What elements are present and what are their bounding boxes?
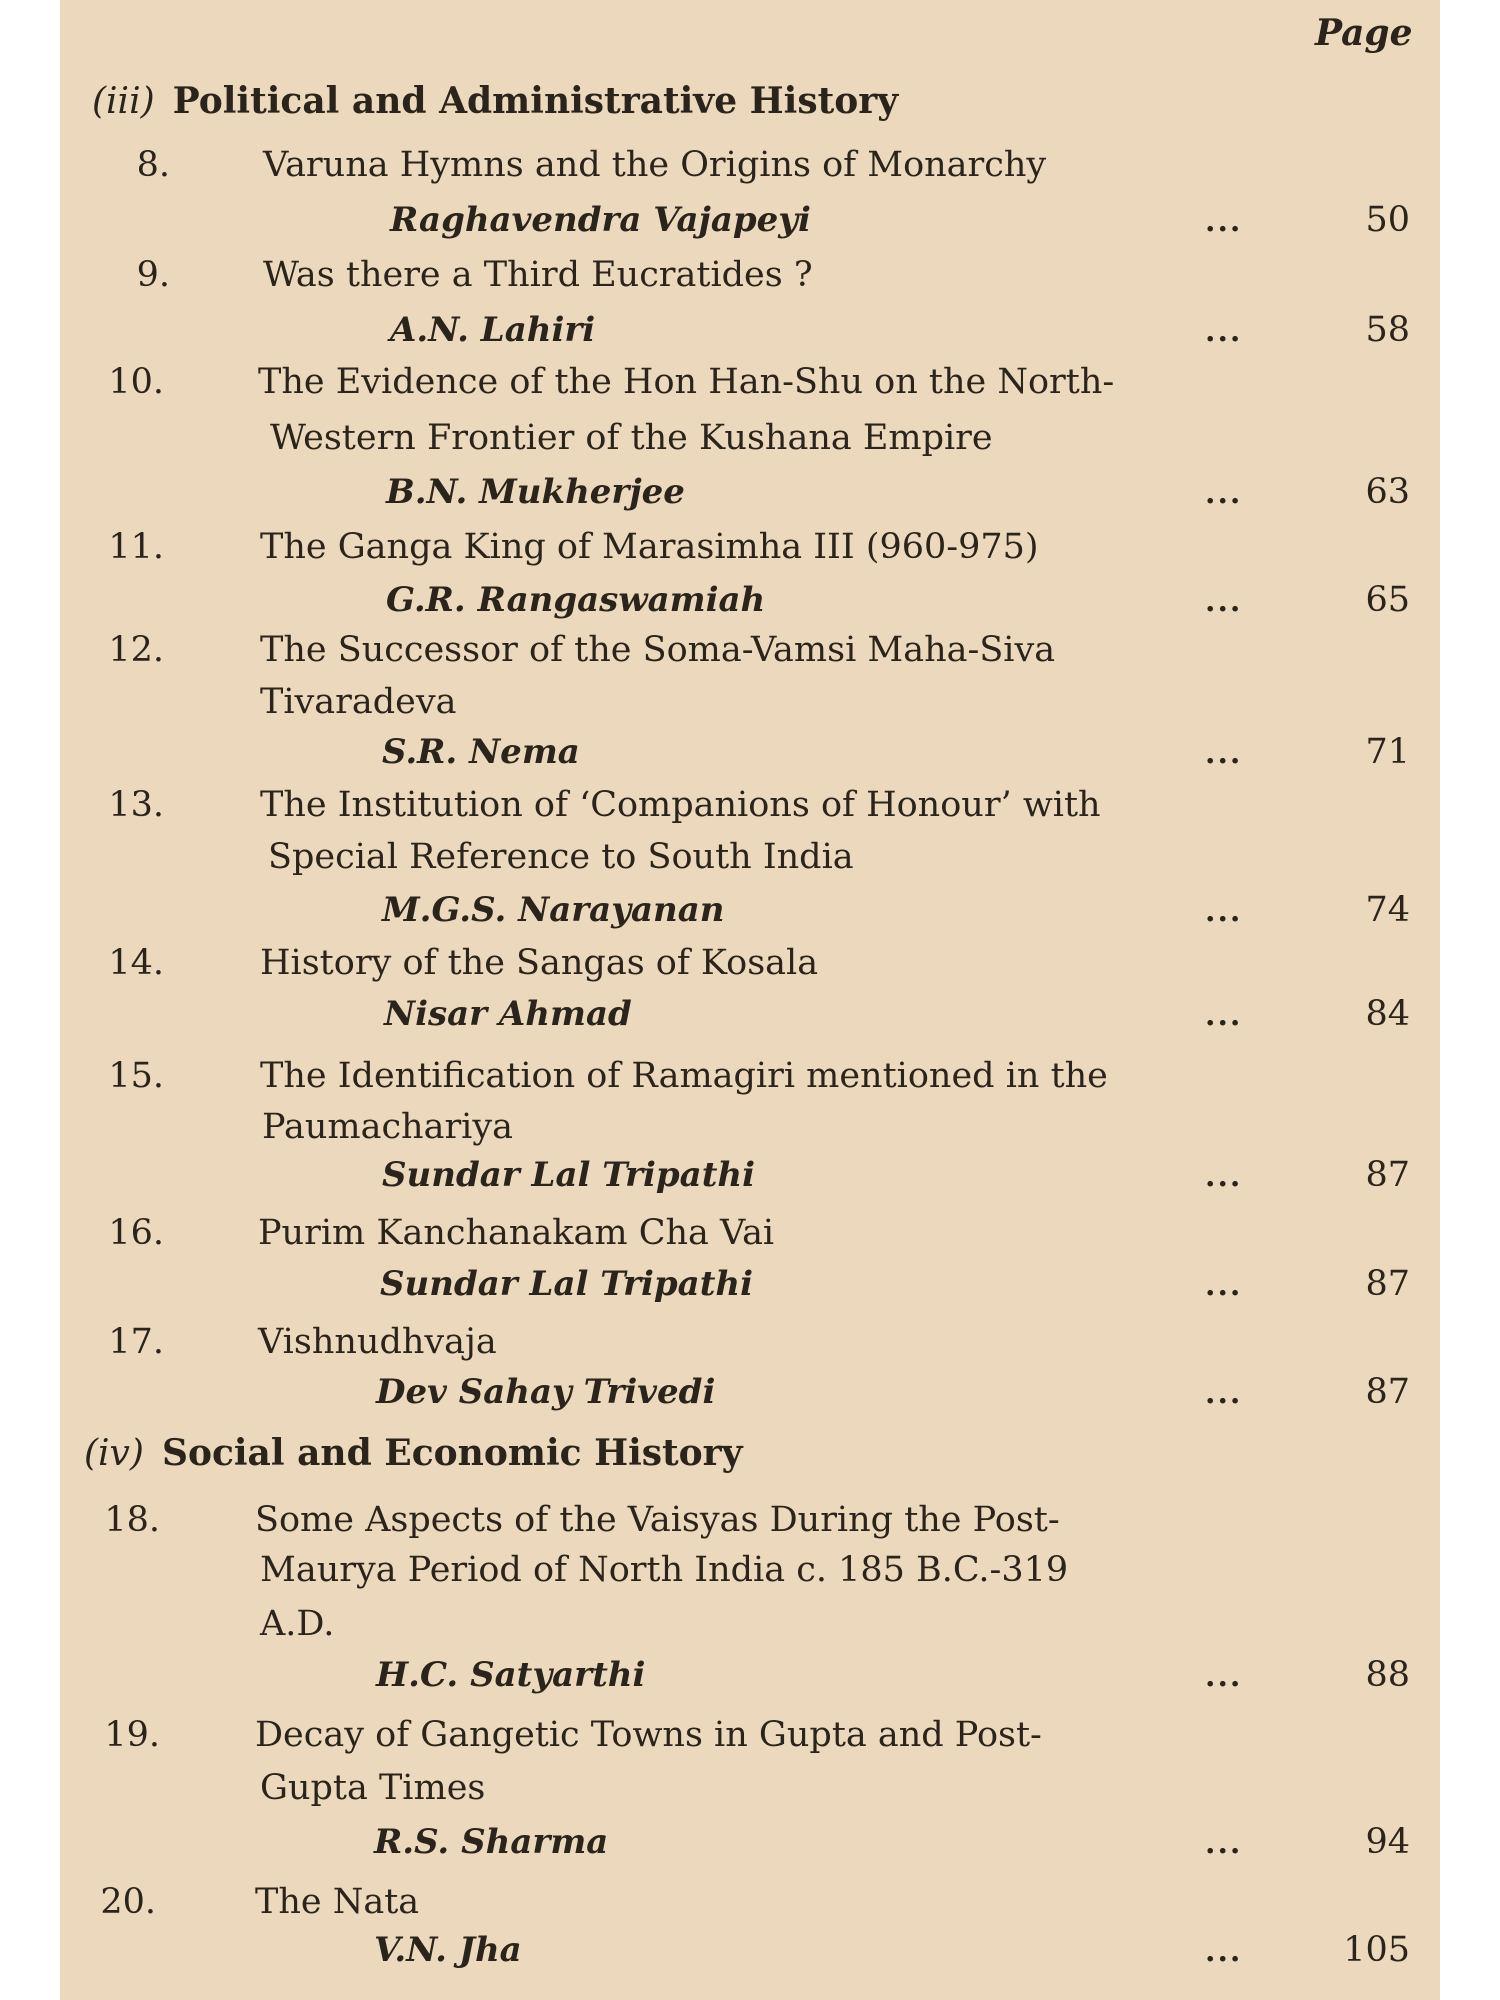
entry-page-number: 58 xyxy=(1365,310,1410,350)
leader-dots: ... xyxy=(1205,998,1243,1033)
entry-page-number: 88 xyxy=(1365,1655,1410,1695)
entry-page-number: 71 xyxy=(1365,732,1410,772)
section-number: (iii) xyxy=(92,81,155,122)
entry-author: R.S. Sharma xyxy=(374,1822,609,1862)
entry-page-number: 65 xyxy=(1365,580,1410,620)
entry-author: V.N. Jha xyxy=(374,1930,522,1970)
entry-number: 17. xyxy=(108,1322,164,1362)
entry-number: 19. xyxy=(104,1715,160,1755)
entry-page-number: 105 xyxy=(1343,1930,1410,1970)
entry-page-number: 63 xyxy=(1365,472,1410,512)
entry-title-line: The Ganga King of Marasimha III (960-975) xyxy=(260,527,1039,567)
leader-dots: ... xyxy=(1205,1934,1243,1969)
entry-title-line: Paumachariya xyxy=(262,1107,514,1147)
entry-title-line: The Identification of Ramagiri mentioned in the xyxy=(260,1056,1108,1096)
entry-author: S.R. Nema xyxy=(382,732,580,772)
entry-author: G.R. Rangaswamiah xyxy=(386,580,766,620)
entry-author: M.G.S. Narayanan xyxy=(382,890,725,930)
section-number: (iv) xyxy=(84,1433,144,1474)
entry-number: 16. xyxy=(108,1213,164,1253)
section-title: Political and Administrative History xyxy=(172,80,899,122)
page-column-header: Page xyxy=(1315,12,1413,54)
entry-author: Dev Sahay Trivedi xyxy=(376,1372,716,1412)
entry-author: A.N. Lahiri xyxy=(390,310,596,350)
entry-title-line: Purim Kanchanakam Cha Vai xyxy=(258,1213,775,1253)
entry-number: 15. xyxy=(108,1056,164,1096)
entry-title-line: The Successor of the Soma-Vamsi Maha-Siva xyxy=(260,630,1056,670)
entry-author: Raghavendra Vajapeyi xyxy=(390,200,811,240)
leader-dots: ... xyxy=(1205,1376,1243,1411)
entry-number: 8. xyxy=(136,145,170,185)
entry-title-line: Gupta Times xyxy=(260,1768,486,1808)
entry-author: H.C. Satyarthi xyxy=(376,1655,646,1695)
entry-number: 18. xyxy=(104,1500,160,1540)
entry-title-line: Some Aspects of the Vaisyas During the Post- xyxy=(255,1500,1060,1540)
entry-page-number: 87 xyxy=(1365,1155,1410,1195)
entry-page-number: 94 xyxy=(1365,1822,1410,1862)
entry-number: 13. xyxy=(108,785,164,825)
entry-page-number: 74 xyxy=(1365,890,1410,930)
book-page xyxy=(60,0,1440,2000)
entry-number: 10. xyxy=(108,362,164,402)
entry-number: 11. xyxy=(108,527,164,567)
leader-dots: ... xyxy=(1205,204,1243,239)
entry-title-line: Varuna Hymns and the Origins of Monarchy xyxy=(263,145,1047,185)
leader-dots: ... xyxy=(1205,1826,1243,1861)
section-heading-political xyxy=(92,80,898,122)
entry-page-number: 87 xyxy=(1365,1264,1410,1304)
entry-title-line: Tivaradeva xyxy=(260,682,457,722)
leader-dots: ... xyxy=(1205,894,1243,929)
entry-number: 12. xyxy=(108,630,164,670)
entry-number: 14. xyxy=(108,943,164,983)
section-heading-social xyxy=(84,1432,743,1474)
entry-author: Sundar Lal Tripathi xyxy=(380,1264,754,1304)
entry-title-line: Was there a Third Eucratides ? xyxy=(263,255,813,295)
leader-dots: ... xyxy=(1205,736,1243,771)
entry-page-number: 84 xyxy=(1365,994,1410,1034)
entry-number: 9. xyxy=(136,255,170,295)
leader-dots: ... xyxy=(1205,1659,1243,1694)
entry-author: B.N. Mukherjee xyxy=(386,472,685,512)
leader-dots: ... xyxy=(1205,1268,1243,1303)
leader-dots: ... xyxy=(1205,314,1243,349)
entry-title-line: A.D. xyxy=(260,1604,335,1644)
entry-title-line: Vishnudhvaja xyxy=(258,1322,497,1362)
entry-title-line: The Evidence of the Hon Han-Shu on the North- xyxy=(258,362,1115,402)
entry-title-line: Decay of Gangetic Towns in Gupta and Post- xyxy=(255,1715,1042,1755)
leader-dots: ... xyxy=(1205,1159,1243,1194)
leader-dots: ... xyxy=(1205,584,1243,619)
entry-page-number: 87 xyxy=(1365,1372,1410,1412)
entry-title-line: Maurya Period of North India c. 185 B.C.-319 xyxy=(260,1550,1069,1590)
entry-title-line: History of the Sangas of Kosala xyxy=(260,943,819,983)
entry-author: Sundar Lal Tripathi xyxy=(382,1155,756,1195)
entry-title-line: Special Reference to South India xyxy=(268,837,854,877)
entry-title-line: Western Frontier of the Kushana Empire xyxy=(270,418,993,458)
entry-number: 20. xyxy=(100,1882,156,1922)
entry-author: Nisar Ahmad xyxy=(384,994,632,1034)
leader-dots: ... xyxy=(1205,476,1243,511)
entry-title-line: The Institution of ‘Companions of Honour’ with xyxy=(260,785,1101,825)
entry-page-number: 50 xyxy=(1365,200,1410,240)
entry-title-line: The Nata xyxy=(255,1882,420,1922)
section-title: Social and Economic History xyxy=(161,1432,743,1474)
